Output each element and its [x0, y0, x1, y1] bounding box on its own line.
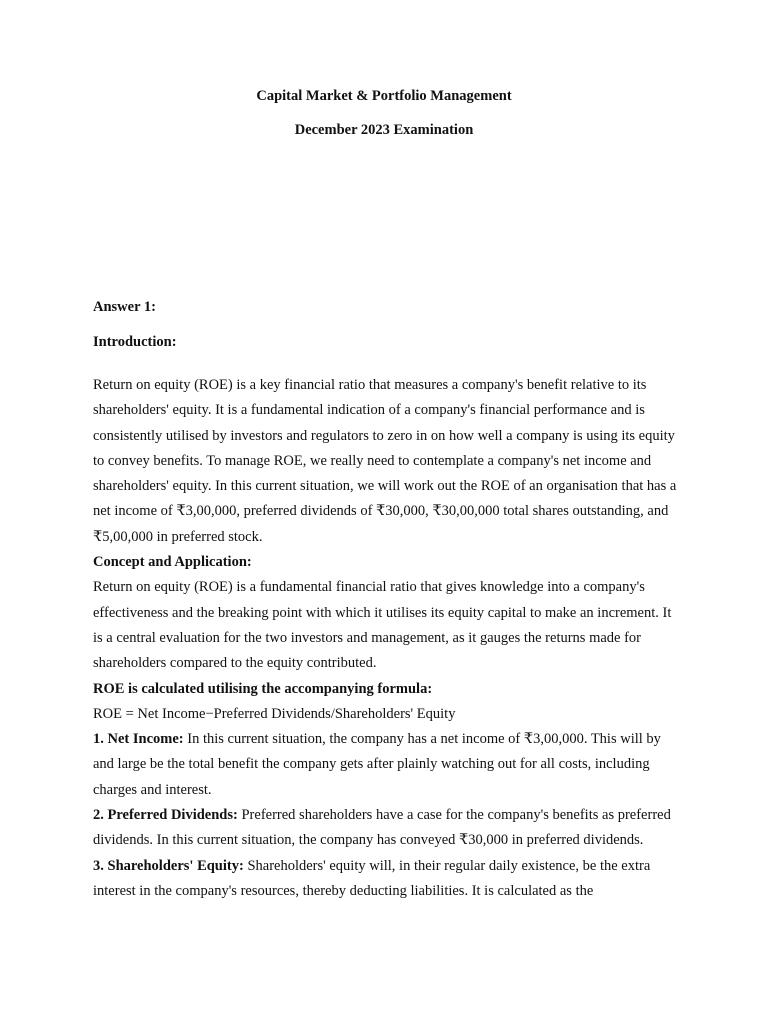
concept-paragraph: Return on equity (ROE) is a fundamental financial ratio that gives knowledge into a company's effectiveness and the breaking point with which it utilises its equity capital to make an increment. It is a central evaluation for the two investors and management, as it gauges the returns made for shareholders compared to the equity contributed. — [93, 579, 672, 672]
net-income-label: 1. Net Income: — [93, 731, 184, 748]
introduction-paragraph: Return on equity (ROE) is a key financial ratio that measures a company's benefit relative to its shareholders' equity. It is a fundamental indication of a company's financial performance and is consistently utilised by investors and regulators to zero in on how well a company is using its equity to convey benefits. To manage ROE, we really need to contemplate a company's net income and shareholders' equity. In this current situation, we will work out the ROE of an organisation that has a net income of ₹3,00,000, preferred dividends of ₹30,000, ₹30,00,000 total shares outstanding, and ₹5,00,000 in preferred stock. — [93, 377, 677, 545]
preferred-dividends-text: Preferred shareholders have a case for the company's benefits as preferred dividends. In this current situation, the company has conveyed ₹30,000 in preferred dividends. — [93, 807, 671, 849]
shareholders-equity-item — [93, 854, 683, 905]
roe-formula: ROE = Net Income−Preferred Dividends/Shareholders' Equity — [93, 705, 456, 722]
document-subtitle: December 2023 Examination — [294, 122, 474, 138]
introduction-heading: Introduction: — [93, 334, 177, 350]
preferred-dividends-label: 2. Preferred Dividends: — [93, 807, 238, 824]
preferred-dividends-item — [93, 803, 683, 854]
net-income-item — [93, 727, 683, 803]
shareholders-equity-label: 3. Shareholders' Equity: — [93, 857, 244, 874]
net-income-text: In this current situation, the company has a net income of ₹3,00,000. This will by and large be the total benefit the company gets after plainly watching out for all costs, including charges and interest. — [93, 731, 661, 798]
formula-heading: ROE is calculated utilising the accompanying formula: — [93, 680, 433, 697]
shareholders-equity-text: Shareholders' equity will, in their regular daily existence, be the extra interest in the company's resources, thereby deducting liabilities. It is calculated as the — [93, 857, 651, 899]
answer-heading: Answer 1: — [93, 299, 156, 315]
document-title: Capital Market & Portfolio Management — [256, 88, 512, 104]
answer-content — [93, 297, 683, 904]
concept-heading: Concept and Application: — [93, 554, 252, 571]
